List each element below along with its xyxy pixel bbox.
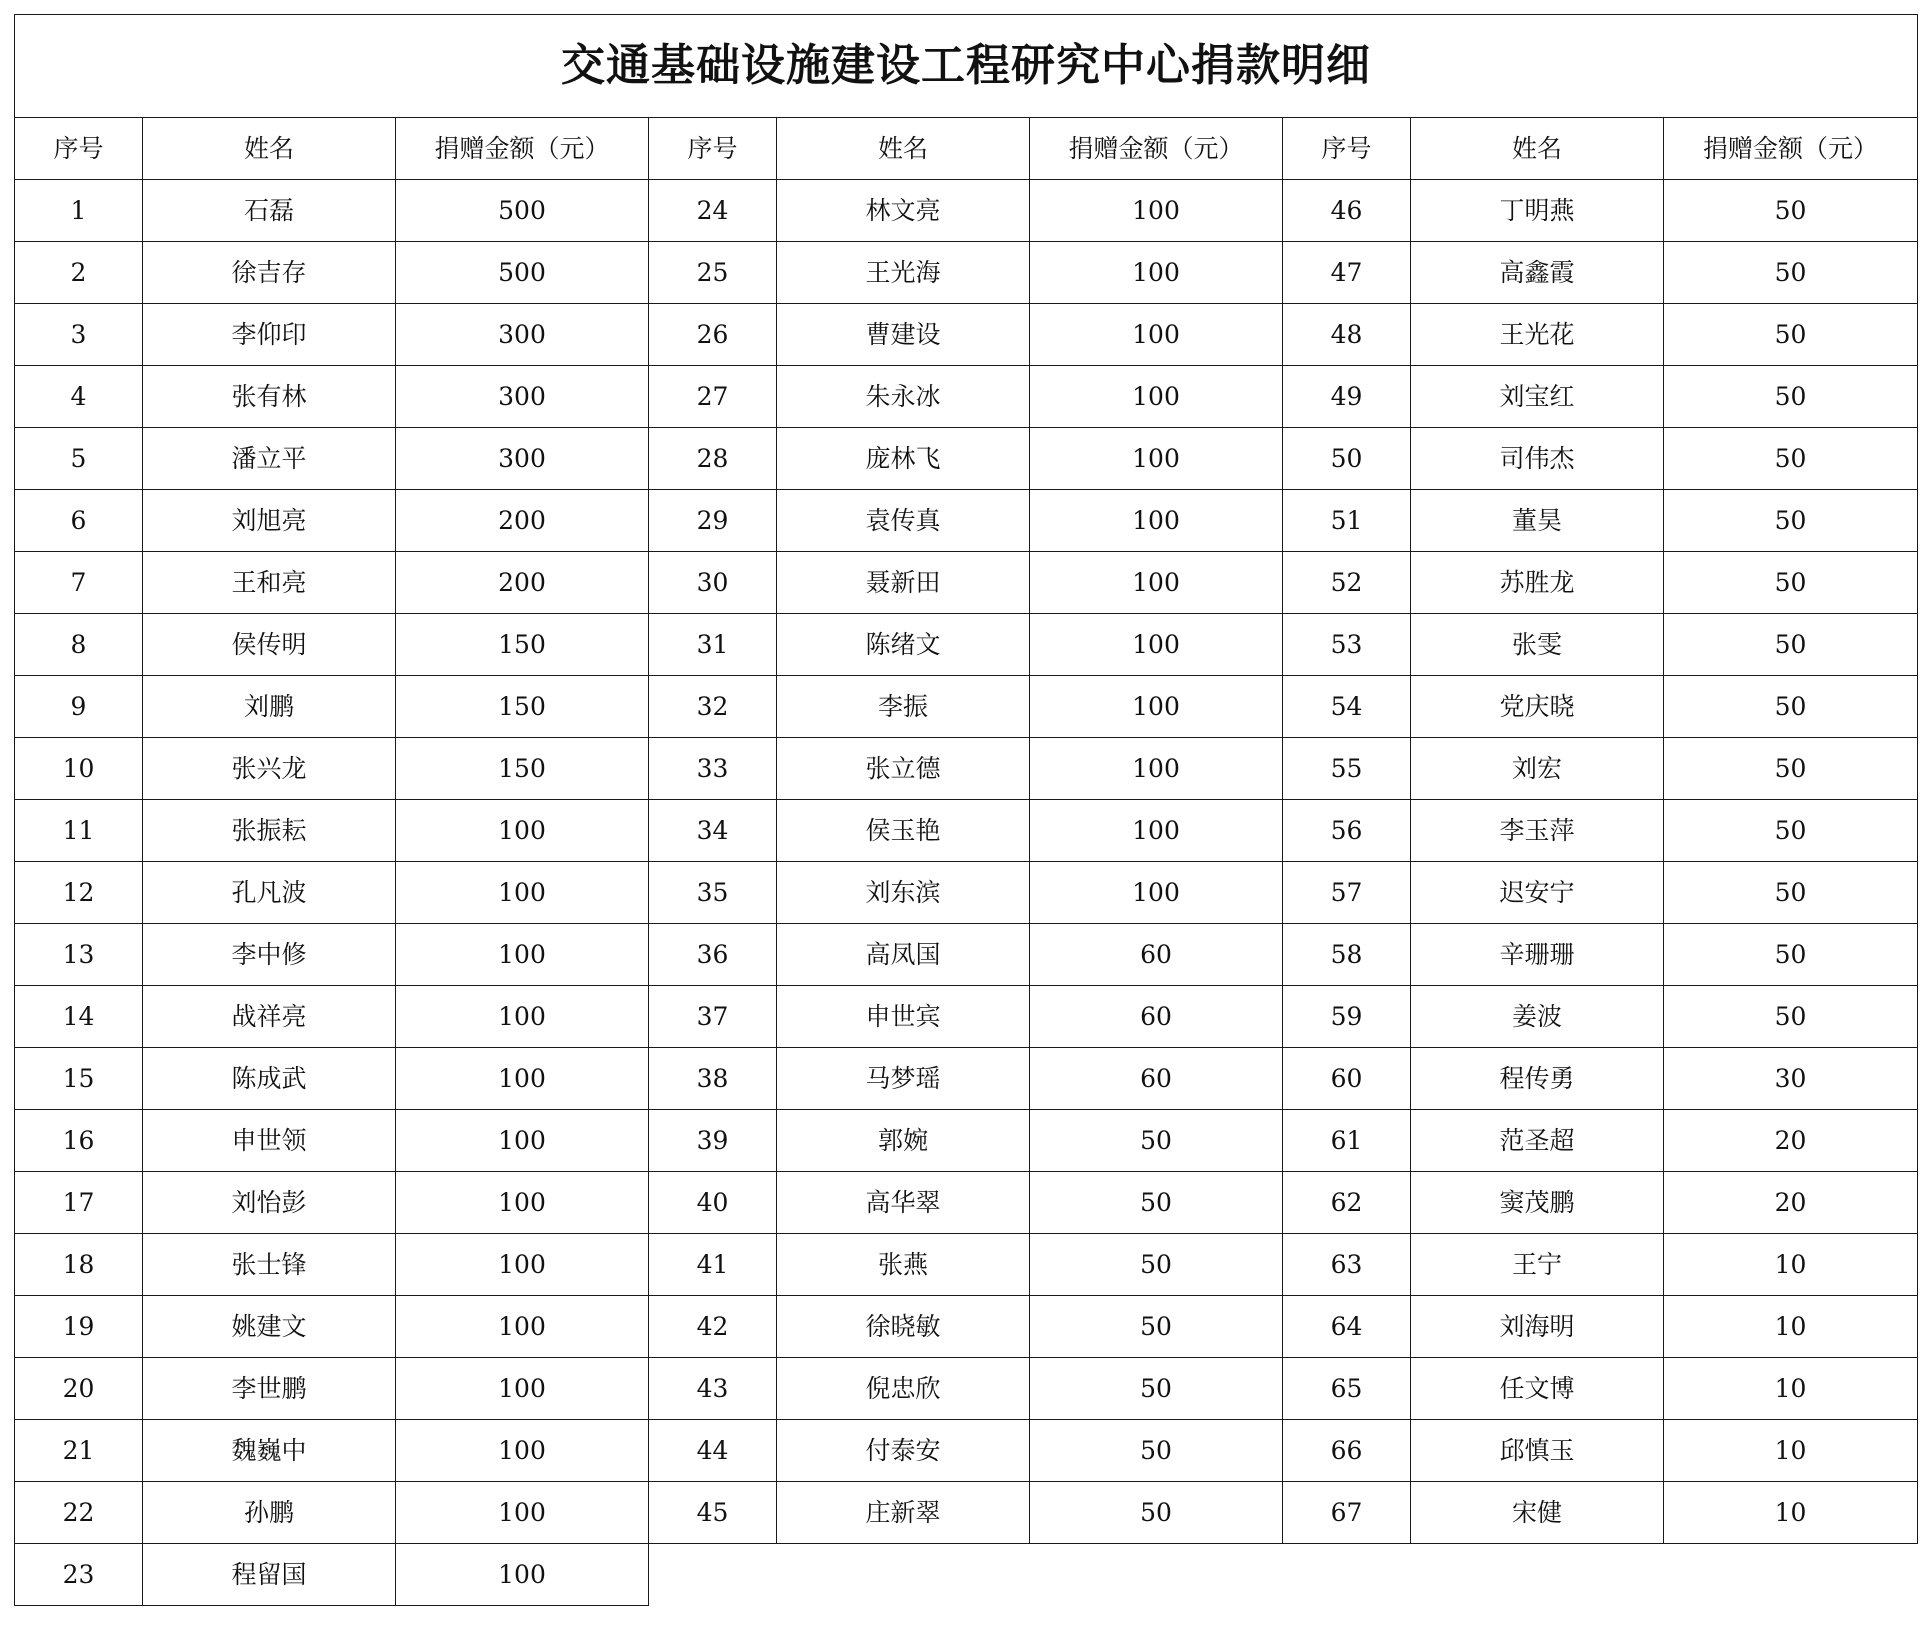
donation-amount: 50 [1030, 1482, 1283, 1544]
donor-name: 聂新田 [777, 552, 1030, 614]
header-name: 姓名 [777, 118, 1030, 180]
donation-amount: 100 [396, 924, 649, 986]
header-name: 姓名 [143, 118, 396, 180]
donation-no: 44 [649, 1420, 777, 1482]
donor-name: 刘鹏 [143, 676, 396, 738]
table-row [15, 1172, 1918, 1234]
donation-amount: 100 [1030, 490, 1283, 552]
donation-amount: 100 [396, 800, 649, 862]
donation-no: 47 [1283, 242, 1411, 304]
header-no: 序号 [15, 118, 143, 180]
donor-name: 侯玉艳 [777, 800, 1030, 862]
donation-amount: 50 [1664, 180, 1918, 242]
header-name: 姓名 [1411, 118, 1664, 180]
donation-amount: 50 [1664, 428, 1918, 490]
donation-no: 55 [1283, 738, 1411, 800]
donation-no: 42 [649, 1296, 777, 1358]
table-row [15, 738, 1918, 800]
donation-no: 21 [15, 1420, 143, 1482]
donor-name: 程传勇 [1411, 1048, 1664, 1110]
donor-name: 高华翠 [777, 1172, 1030, 1234]
donor-name: 宋健 [1411, 1482, 1664, 1544]
donor-name: 李振 [777, 676, 1030, 738]
donation-amount: 100 [396, 1172, 649, 1234]
donation-amount: 300 [396, 304, 649, 366]
donation-amount: 50 [1664, 738, 1918, 800]
table-row [15, 304, 1918, 366]
donation-no: 33 [649, 738, 777, 800]
donation-amount: 150 [396, 738, 649, 800]
donor-name: 高鑫霞 [1411, 242, 1664, 304]
donor-name: 王光海 [777, 242, 1030, 304]
donation-amount: 200 [396, 552, 649, 614]
header-amount: 捐赠金额（元） [396, 118, 649, 180]
donation-no: 13 [15, 924, 143, 986]
donation-amount: 20 [1664, 1172, 1918, 1234]
table-row [15, 1482, 1918, 1544]
donation-no: 45 [649, 1482, 777, 1544]
donation-no: 2 [15, 242, 143, 304]
donor-name: 李中修 [143, 924, 396, 986]
donation-amount: 50 [1664, 614, 1918, 676]
donation-amount: 10 [1664, 1296, 1918, 1358]
donor-name: 孔凡波 [143, 862, 396, 924]
table-row [15, 366, 1918, 428]
donor-name: 林文亮 [777, 180, 1030, 242]
header-amount: 捐赠金额（元） [1664, 118, 1918, 180]
donation-no: 16 [15, 1110, 143, 1172]
donation-amount: 50 [1030, 1234, 1283, 1296]
donation-amount: 100 [396, 1358, 649, 1420]
donor-name: 朱永冰 [777, 366, 1030, 428]
donor-name: 高凤国 [777, 924, 1030, 986]
table-row [15, 614, 1918, 676]
donor-name: 郭婉 [777, 1110, 1030, 1172]
donation-no: 25 [649, 242, 777, 304]
donation-no: 54 [1283, 676, 1411, 738]
donation-no: 57 [1283, 862, 1411, 924]
donation-amount: 100 [1030, 862, 1283, 924]
donor-name: 申世领 [143, 1110, 396, 1172]
donor-name: 王和亮 [143, 552, 396, 614]
table-row [15, 676, 1918, 738]
donor-name: 张兴龙 [143, 738, 396, 800]
donor-name: 刘怡彭 [143, 1172, 396, 1234]
table-row [15, 1296, 1918, 1358]
table-row [15, 924, 1918, 986]
donation-no: 10 [15, 738, 143, 800]
donation-amount: 60 [1030, 924, 1283, 986]
donation-no: 20 [15, 1358, 143, 1420]
donation-amount: 100 [396, 1420, 649, 1482]
header-row [15, 118, 1918, 180]
donation-no: 37 [649, 986, 777, 1048]
donor-name: 刘东滨 [777, 862, 1030, 924]
donation-no: 28 [649, 428, 777, 490]
donation-amount: 100 [396, 1234, 649, 1296]
donation-amount: 100 [1030, 676, 1283, 738]
donation-no: 31 [649, 614, 777, 676]
table-row [15, 862, 1918, 924]
table-row [15, 552, 1918, 614]
donation-amount: 50 [1664, 242, 1918, 304]
donor-name: 侯传明 [143, 614, 396, 676]
donation-no: 7 [15, 552, 143, 614]
donor-name: 庄新翠 [777, 1482, 1030, 1544]
donor-name: 李玉萍 [1411, 800, 1664, 862]
donation-no: 46 [1283, 180, 1411, 242]
donation-no: 39 [649, 1110, 777, 1172]
donation-amount: 150 [396, 614, 649, 676]
donation-amount: 500 [396, 180, 649, 242]
donation-no: 26 [649, 304, 777, 366]
donation-no: 19 [15, 1296, 143, 1358]
donation-no: 65 [1283, 1358, 1411, 1420]
table-row [15, 1110, 1918, 1172]
table-row [15, 428, 1918, 490]
donation-no: 63 [1283, 1234, 1411, 1296]
donor-name: 徐吉存 [143, 242, 396, 304]
table-row [15, 242, 1918, 304]
donation-amount: 50 [1664, 986, 1918, 1048]
table-row [15, 1420, 1918, 1482]
donation-amount: 50 [1664, 800, 1918, 862]
donor-name: 辛珊珊 [1411, 924, 1664, 986]
donation-amount: 300 [396, 366, 649, 428]
donation-amount: 100 [396, 1110, 649, 1172]
donation-no: 5 [15, 428, 143, 490]
donation-table [14, 14, 1918, 1606]
donation-amount: 100 [396, 862, 649, 924]
donor-name: 刘旭亮 [143, 490, 396, 552]
donation-no: 62 [1283, 1172, 1411, 1234]
donation-amount: 60 [1030, 986, 1283, 1048]
donor-name: 程留国 [143, 1544, 396, 1606]
donation-no: 56 [1283, 800, 1411, 862]
donation-no: 40 [649, 1172, 777, 1234]
donor-name: 李仰印 [143, 304, 396, 366]
donor-name: 付泰安 [777, 1420, 1030, 1482]
donor-name: 战祥亮 [143, 986, 396, 1048]
donation-no: 32 [649, 676, 777, 738]
donation-no: 38 [649, 1048, 777, 1110]
donation-no: 9 [15, 676, 143, 738]
table-row [15, 1358, 1918, 1420]
donation-no: 3 [15, 304, 143, 366]
donation-amount: 10 [1664, 1482, 1918, 1544]
donor-name: 张雯 [1411, 614, 1664, 676]
donor-name: 范圣超 [1411, 1110, 1664, 1172]
donor-name: 孙鹏 [143, 1482, 396, 1544]
donation-no: 60 [1283, 1048, 1411, 1110]
donor-name: 马梦瑶 [777, 1048, 1030, 1110]
donor-name: 张燕 [777, 1234, 1030, 1296]
donation-amount: 50 [1664, 924, 1918, 986]
donation-no: 12 [15, 862, 143, 924]
donor-name: 司伟杰 [1411, 428, 1664, 490]
donor-name: 邱慎玉 [1411, 1420, 1664, 1482]
donation-amount: 10 [1664, 1420, 1918, 1482]
donor-name: 倪忠欣 [777, 1358, 1030, 1420]
donor-name: 张立德 [777, 738, 1030, 800]
donation-amount: 50 [1664, 366, 1918, 428]
donation-amount: 100 [1030, 180, 1283, 242]
header-no: 序号 [1283, 118, 1411, 180]
donation-amount: 100 [396, 1544, 649, 1606]
donation-amount: 200 [396, 490, 649, 552]
donation-no: 49 [1283, 366, 1411, 428]
donation-amount: 100 [396, 1048, 649, 1110]
donation-amount: 500 [396, 242, 649, 304]
donor-name: 董昊 [1411, 490, 1664, 552]
donor-name: 姚建文 [143, 1296, 396, 1358]
donor-name: 姜波 [1411, 986, 1664, 1048]
donation-amount: 50 [1030, 1172, 1283, 1234]
donation-amount: 100 [1030, 614, 1283, 676]
donation-amount: 100 [1030, 242, 1283, 304]
donation-no: 11 [15, 800, 143, 862]
donor-name: 党庆晓 [1411, 676, 1664, 738]
donation-amount: 100 [1030, 304, 1283, 366]
empty-area [649, 1544, 1918, 1606]
donation-no: 18 [15, 1234, 143, 1296]
donation-amount: 50 [1030, 1358, 1283, 1420]
donation-amount: 20 [1664, 1110, 1918, 1172]
donor-name: 张振耘 [143, 800, 396, 862]
donor-name: 李世鹏 [143, 1358, 396, 1420]
donation-no: 22 [15, 1482, 143, 1544]
donor-name: 庞林飞 [777, 428, 1030, 490]
donor-name: 王宁 [1411, 1234, 1664, 1296]
table-row [15, 1048, 1918, 1110]
donation-no: 15 [15, 1048, 143, 1110]
donation-amount: 100 [396, 986, 649, 1048]
donation-amount: 50 [1664, 304, 1918, 366]
donor-name: 张有林 [143, 366, 396, 428]
donation-amount: 100 [1030, 366, 1283, 428]
donor-name: 窦茂鹏 [1411, 1172, 1664, 1234]
donor-name: 刘海明 [1411, 1296, 1664, 1358]
donation-amount: 100 [1030, 428, 1283, 490]
donor-name: 袁传真 [777, 490, 1030, 552]
donor-name: 陈成武 [143, 1048, 396, 1110]
donation-amount: 100 [1030, 738, 1283, 800]
donation-amount: 300 [396, 428, 649, 490]
donation-amount: 100 [1030, 552, 1283, 614]
donor-name: 丁明燕 [1411, 180, 1664, 242]
donation-no: 1 [15, 180, 143, 242]
donation-no: 66 [1283, 1420, 1411, 1482]
donation-no: 59 [1283, 986, 1411, 1048]
donation-no: 29 [649, 490, 777, 552]
donor-name: 石磊 [143, 180, 396, 242]
donation-amount: 50 [1030, 1296, 1283, 1358]
donation-amount: 50 [1664, 862, 1918, 924]
donation-no: 58 [1283, 924, 1411, 986]
donation-amount: 100 [396, 1296, 649, 1358]
donation-no: 30 [649, 552, 777, 614]
donation-no: 41 [649, 1234, 777, 1296]
donor-name: 申世宾 [777, 986, 1030, 1048]
donor-name: 刘宏 [1411, 738, 1664, 800]
donation-amount: 150 [396, 676, 649, 738]
donor-name: 潘立平 [143, 428, 396, 490]
donation-no: 51 [1283, 490, 1411, 552]
donation-no: 8 [15, 614, 143, 676]
donation-amount: 10 [1664, 1358, 1918, 1420]
donation-no: 4 [15, 366, 143, 428]
donation-amount: 10 [1664, 1234, 1918, 1296]
donor-name: 魏巍中 [143, 1420, 396, 1482]
table-row [15, 1234, 1918, 1296]
donation-no: 6 [15, 490, 143, 552]
donation-no: 48 [1283, 304, 1411, 366]
donation-no: 50 [1283, 428, 1411, 490]
donation-no: 61 [1283, 1110, 1411, 1172]
donation-no: 53 [1283, 614, 1411, 676]
table-row [15, 180, 1918, 242]
donor-name: 任文博 [1411, 1358, 1664, 1420]
table-row [15, 1544, 1918, 1606]
donation-no: 43 [649, 1358, 777, 1420]
donation-amount: 100 [1030, 800, 1283, 862]
donation-no: 23 [15, 1544, 143, 1606]
donation-amount: 60 [1030, 1048, 1283, 1110]
donation-amount: 30 [1664, 1048, 1918, 1110]
donation-no: 27 [649, 366, 777, 428]
donor-name: 迟安宁 [1411, 862, 1664, 924]
table-row [15, 800, 1918, 862]
donation-amount: 100 [396, 1482, 649, 1544]
donor-name: 王光花 [1411, 304, 1664, 366]
donation-no: 14 [15, 986, 143, 1048]
donation-no: 67 [1283, 1482, 1411, 1544]
donor-name: 刘宝红 [1411, 366, 1664, 428]
table-row [15, 986, 1918, 1048]
donation-no: 36 [649, 924, 777, 986]
header-amount: 捐赠金额（元） [1030, 118, 1283, 180]
donation-amount: 50 [1664, 676, 1918, 738]
donation-amount: 50 [1664, 490, 1918, 552]
donation-no: 52 [1283, 552, 1411, 614]
donor-name: 陈绪文 [777, 614, 1030, 676]
donor-name: 张士锋 [143, 1234, 396, 1296]
donor-name: 曹建设 [777, 304, 1030, 366]
donation-amount: 50 [1664, 552, 1918, 614]
donation-no: 34 [649, 800, 777, 862]
header-no: 序号 [649, 118, 777, 180]
donor-name: 徐晓敏 [777, 1296, 1030, 1358]
donor-name: 苏胜龙 [1411, 552, 1664, 614]
donation-no: 17 [15, 1172, 143, 1234]
table-row [15, 490, 1918, 552]
donation-no: 35 [649, 862, 777, 924]
donation-no: 64 [1283, 1296, 1411, 1358]
page-title: 交通基础设施建设工程研究中心捐款明细 [15, 15, 1918, 118]
donation-no: 24 [649, 180, 777, 242]
donation-amount: 50 [1030, 1110, 1283, 1172]
donation-amount: 50 [1030, 1420, 1283, 1482]
